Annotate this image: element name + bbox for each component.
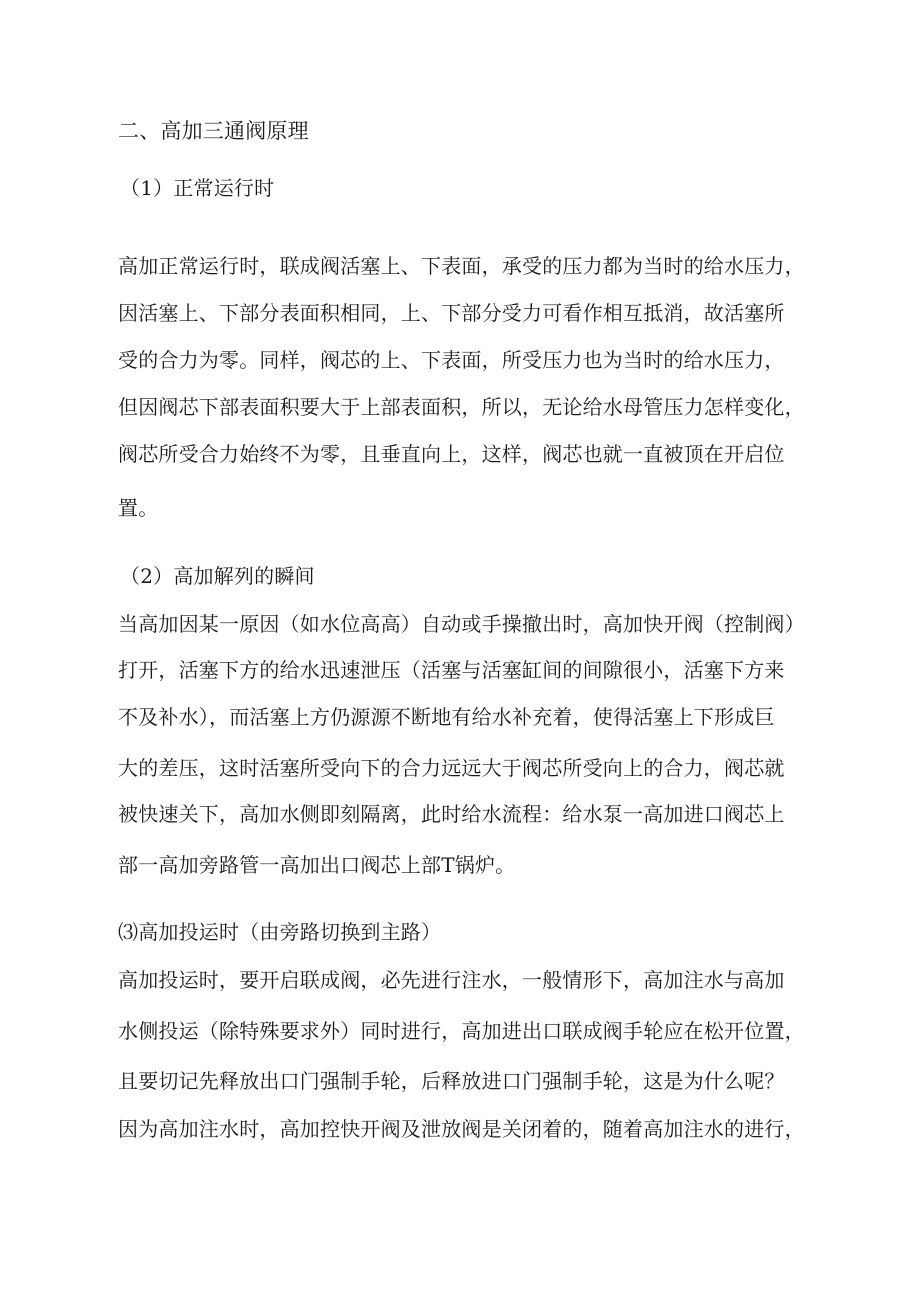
subheading-trip-moment: （2）高加解列的瞬间	[120, 564, 315, 588]
paragraph-1-line-1: 高加正常运行时，联成阀活塞上、下表面，承受的压力都为当时的给水压力，	[118, 254, 805, 278]
paragraph-3-line-3: 且要切记先释放出口门强制手轮，后释放进口门强制手轮，这是为什么呢？	[118, 1069, 785, 1093]
paragraph-2-line-4: 大的差压，这时活塞所受向下的合力远远大于阀芯所受向上的合力，阀芯就	[118, 756, 785, 780]
paragraph-2-line-6: 部一高加旁路管一高加出口阀芯上部T锅炉。	[118, 853, 516, 877]
paragraph-2-line-5: 被快速关下，高加水侧即刻隔离，此时给水流程：给水泵一高加进口阀芯上	[118, 802, 785, 826]
paragraph-1-line-2: 因活塞上、下部分表面积相同，上、下部分受力可看作相互抵消，故活塞所	[118, 301, 785, 325]
paragraph-2-line-2: 打开，活塞下方的给水迅速泄压（活塞与活塞缸间的间隙很小，活塞下方来	[118, 658, 785, 682]
paragraph-1-line-5: 阀芯所受合力始终不为零，且垂直向上，这样，阀芯也就一直被顶在开启位	[118, 442, 785, 466]
paragraph-2-line-1: 当高加因某一原因（如水位高高）自动或手操撤出时，高加快开阀（控制阀）	[118, 612, 805, 636]
paragraph-1-line-4: 但因阀芯下部表面积要大于上部表面积，所以，无论给水母管压力怎样变化，	[118, 395, 805, 419]
paragraph-1-line-6: 置。	[118, 496, 159, 520]
paragraph-2-line-3: 不及补水），而活塞上方仍源源不断地有给水补充着，使得活塞上下形成巨	[118, 705, 775, 729]
paragraph-3-line-2: 水侧投运（除特殊要求外）同时进行，高加进出口联成阀手轮应在松开位置，	[118, 1019, 805, 1043]
subheading-normal-operation: （1）正常运行时	[120, 176, 275, 200]
paragraph-3-line-1: 高加投运时，要开启联成阀，必先进行注水，一般情形下，高加注水与高加	[118, 968, 785, 992]
paragraph-1-line-3: 受的合力为零。同样，阀芯的上、下表面，所受压力也为当时的给水压力，	[118, 348, 785, 372]
section-title: 二、高加三通阀原理	[118, 119, 309, 143]
subheading-commissioning: ⑶高加投运时（由旁路切换到主路）	[118, 920, 442, 944]
paragraph-3-line-4: 因为高加注水时，高加控快开阀及泄放阀是关闭着的，随着高加注水的进行，	[118, 1117, 805, 1141]
